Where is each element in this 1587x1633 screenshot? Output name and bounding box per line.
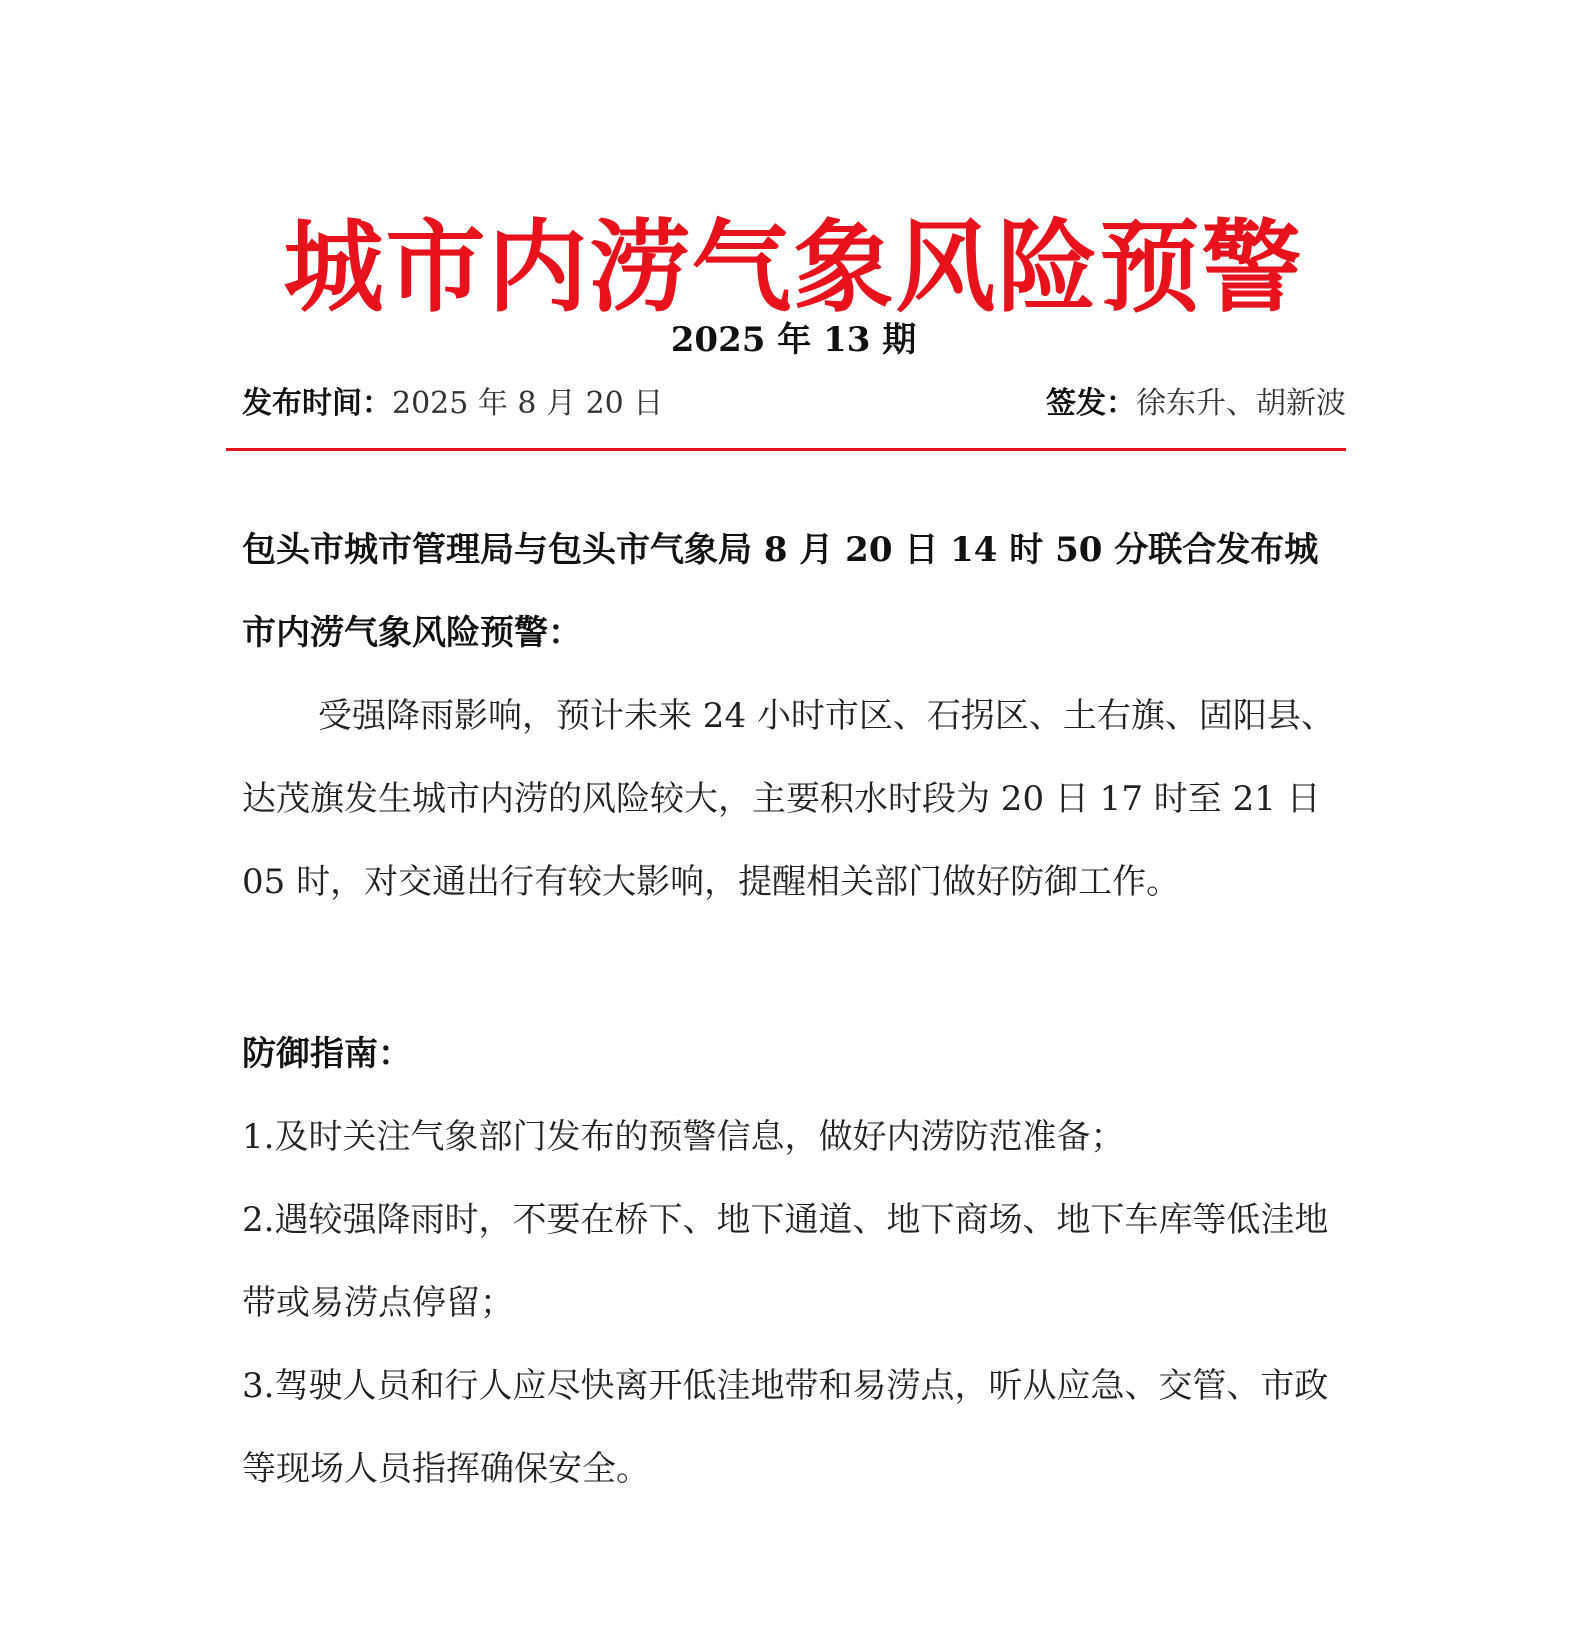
lead-paragraph: 包头市城市管理局与包头市气象局 8 月 20 日 14 时 50 分联合发布城市内涝气象风险预警：: [242, 530, 1319, 653]
publish-time-value: 2025 年 8 月 20 日: [392, 386, 664, 421]
guide-title: 防御指南：: [242, 1034, 412, 1074]
guide-item-2: 2.遇较强降雨时，不要在桥下、地下通道、地下商场、地下车库等低洼地带或易涝点停留；: [242, 1200, 1329, 1323]
meta-row: [242, 382, 1346, 426]
signer: [1046, 382, 1346, 426]
red-divider: [226, 448, 1346, 451]
signer-value: 徐东升、胡新波: [1136, 386, 1346, 421]
warning-paragraph: 受强降雨影响，预计未来 24 小时市区、石拐区、土右旗、固阳县、达茂旗发生城市内涝的风险较大，主要积水时段为 20 日 17 时至 21 日 05 时，对交通出行有较大影响，提醒相关部门做好防御工作。: [242, 696, 1335, 902]
guide-list: [242, 1096, 1346, 1511]
publish-time: [242, 382, 663, 426]
guide-item-1: 1.及时关注气象部门发布的预警信息，做好内涝防范准备；: [242, 1117, 1125, 1157]
signer-label: 签发：: [1046, 386, 1136, 421]
publish-time-label: 发布时间：: [242, 386, 392, 421]
issue-number: 2025 年 13 期: [670, 320, 917, 360]
guide-item-3: 3.驾驶人员和行人应尽快离开低洼地带和易涝点，听从应急、交管、市政等现场人员指挥确保安全。: [242, 1366, 1329, 1489]
page-title: 城市内涝气象风险预警: [283, 208, 1304, 326]
